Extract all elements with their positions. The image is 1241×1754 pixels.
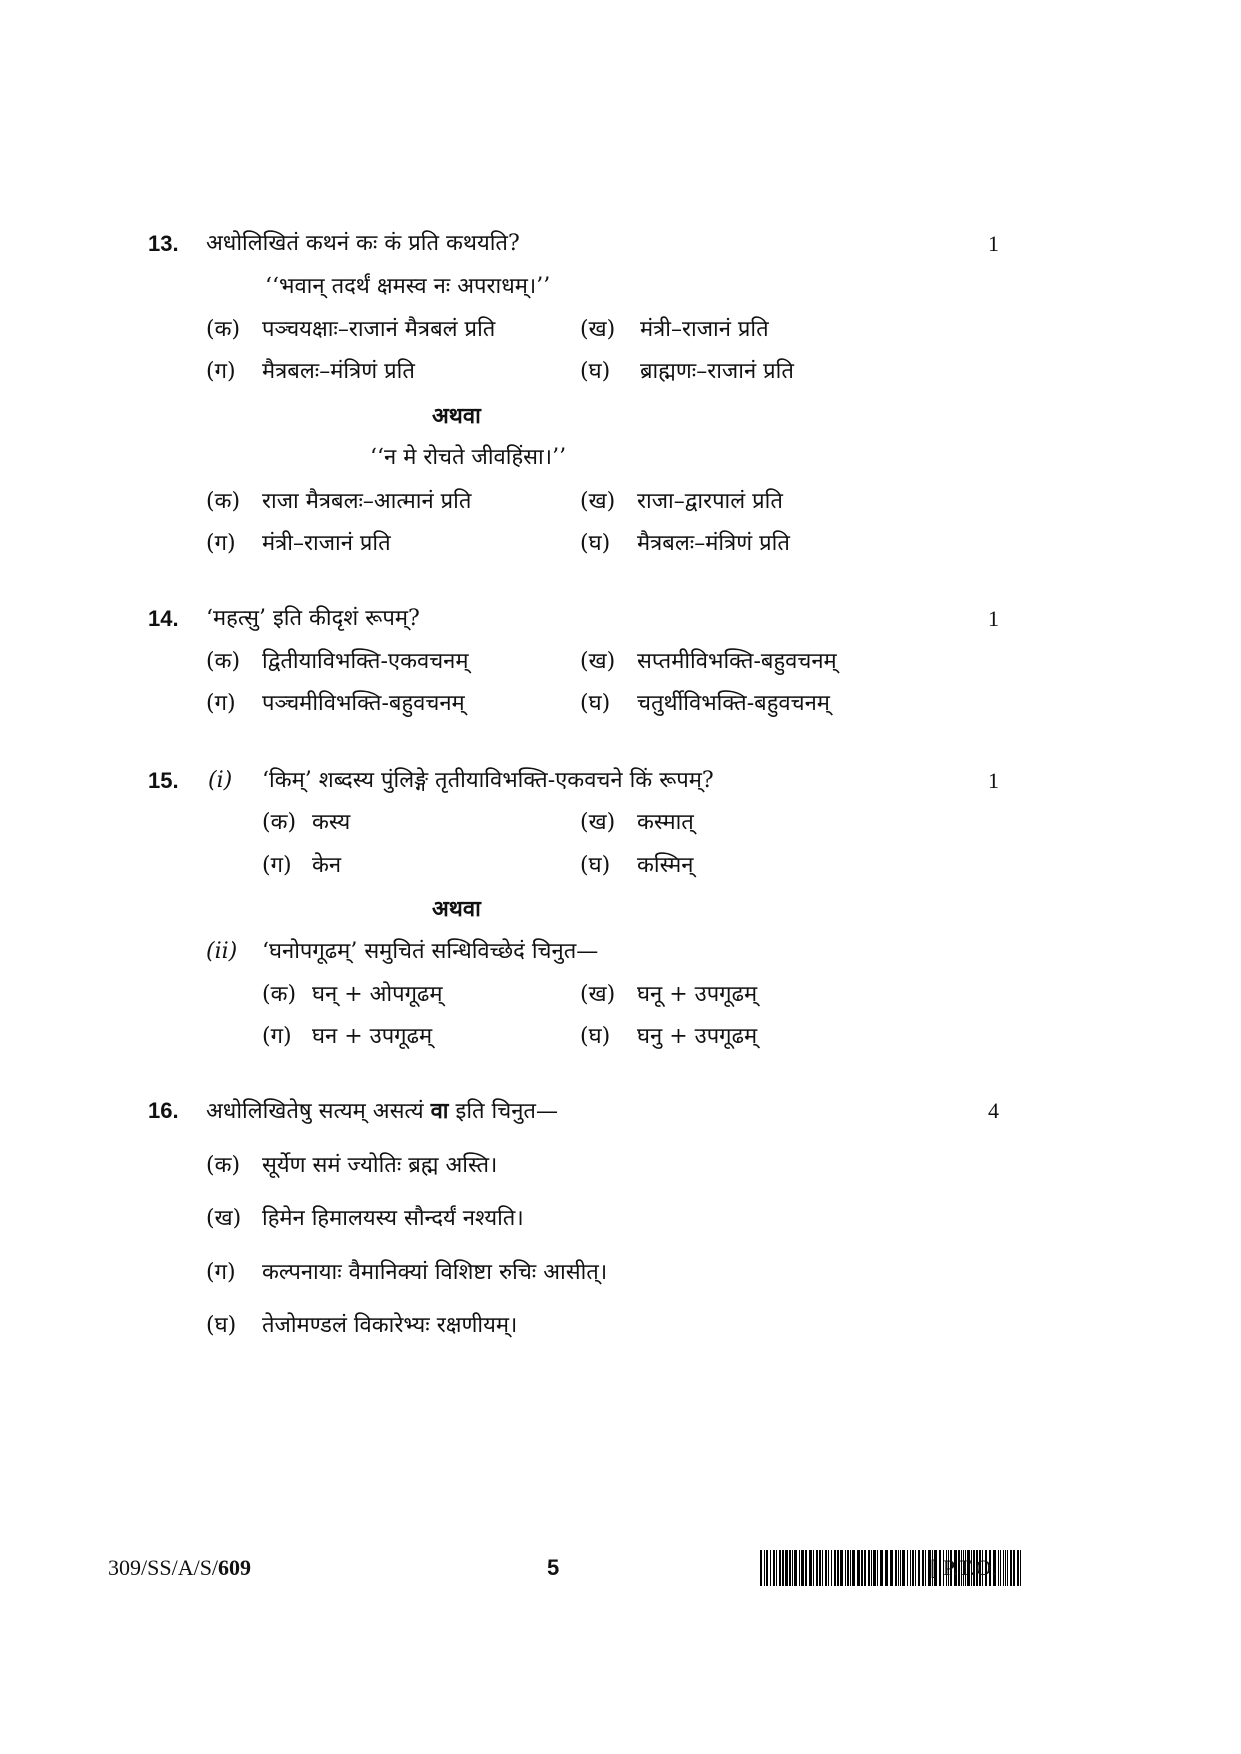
paper-code — [108, 1553, 251, 1583]
option-label: (क) — [206, 489, 241, 514]
quote-text: ‘‘न मे रोचते जीवहिंसा।’’ — [370, 445, 567, 470]
option-label: (घ) — [580, 531, 611, 556]
item-text: कल्पनायाः वैमानिक्यां विशिष्टा रुचिः आसीत्। — [262, 1260, 608, 1285]
paper-code-prefix: 309/SS/A/S/ — [108, 1555, 219, 1580]
pto-label: [ P.T.O. — [930, 1555, 997, 1580]
option-label: (क) — [206, 317, 241, 342]
option-text: पञ्चयक्षाः–राजानं मैत्रबलं प्रति — [262, 317, 496, 342]
item-label: (ख) — [206, 1206, 242, 1231]
option-text: मंत्री–राजानं प्रति — [262, 531, 391, 556]
part-label: (i) — [208, 768, 233, 793]
or-label: अथवा — [432, 896, 481, 922]
question-marks: 4 — [988, 1098, 999, 1123]
option-label: (ख) — [580, 982, 616, 1007]
item-label: (ग) — [206, 1260, 236, 1285]
option-text: मैत्रबलः–मंत्रिणं प्रति — [262, 359, 415, 384]
question-number: 15. — [148, 768, 179, 793]
item-label: (क) — [206, 1153, 241, 1178]
option-text: केन — [312, 853, 342, 878]
option-text: मंत्री–राजानं प्रति — [640, 317, 769, 342]
paper-code-number: 609 — [218, 1555, 252, 1580]
option-label: (ग) — [206, 691, 236, 716]
option-text: द्वितीयाविभक्ति-एकवचनम् — [262, 649, 469, 674]
or-label: अथवा — [432, 403, 481, 429]
question-marks: 1 — [988, 606, 999, 631]
option-label: (घ) — [580, 691, 611, 716]
option-text: ब्राह्मणः–राजानं प्रति — [640, 359, 794, 384]
question-marks: 1 — [988, 768, 999, 793]
item-text: तेजोमण्डलं विकारेभ्यः रक्षणीयम्। — [262, 1313, 518, 1338]
option-label: (क) — [262, 810, 297, 835]
option-label: (ख) — [580, 317, 616, 342]
option-text: घनू + उपगूढम् — [637, 982, 758, 1007]
quote-text: ‘‘भवान् तदर्थं क्षमस्व नः अपराधम्।’’ — [265, 274, 551, 299]
option-label: (क) — [262, 982, 297, 1007]
option-text: घन + उपगूढम् — [312, 1024, 433, 1049]
option-text: राजा मैत्रबलः–आत्मानं प्रति — [262, 489, 472, 514]
page-number: 5 — [547, 1555, 560, 1580]
option-text: राजा–द्वारपालं प्रति — [637, 489, 783, 514]
option-label: (क) — [206, 649, 241, 674]
option-text: घन् + ओपगूढम् — [312, 982, 443, 1007]
option-label: (ख) — [580, 810, 616, 835]
option-text: कस्य — [312, 810, 351, 835]
item-text: सूर्येण समं ज्योतिः ब्रह्म अस्ति। — [262, 1153, 498, 1178]
option-label: (घ) — [580, 359, 611, 384]
option-text: कस्मात् — [637, 810, 694, 835]
option-text: कस्मिन् — [637, 853, 694, 878]
question-marks: 1 — [988, 231, 999, 256]
item-label: (घ) — [206, 1313, 237, 1338]
question-text-emphasis: वा — [430, 1098, 449, 1124]
option-label: (घ) — [580, 853, 611, 878]
question-text: ‘महत्सु’ इति कीदृशं रूपम्? — [206, 606, 420, 631]
question-text-end: इति चिनुत— — [455, 1099, 558, 1124]
option-label: (ग) — [206, 359, 236, 384]
question-number: 13. — [148, 231, 179, 256]
option-label: (ख) — [580, 489, 616, 514]
option-text: पञ्चमीविभक्ति-बहुवचनम् — [262, 691, 465, 716]
question-number: 16. — [148, 1098, 179, 1123]
option-label: (ख) — [580, 649, 616, 674]
option-label: (ग) — [262, 1024, 292, 1049]
question-text: अधोलिखितं कथनं कः कं प्रति कथयति? — [206, 231, 520, 256]
option-label: (घ) — [580, 1024, 611, 1049]
option-text: मैत्रबलः–मंत्रिणं प्रति — [637, 531, 790, 556]
question-number: 14. — [148, 606, 179, 631]
item-text: हिमेन हिमालयस्य सौन्दर्यं नश्यति। — [262, 1206, 524, 1231]
part-label: (ii) — [206, 939, 238, 964]
question-text: ‘घनोपगूढम्’ समुचितं सन्धिविच्छेदं चिनुत— — [262, 939, 599, 964]
question-text: ‘किम्’ शब्दस्य पुंलिङ्गे तृतीयाविभक्ति-एकवचने किं रूपम्? — [262, 768, 714, 793]
option-label: (ग) — [262, 853, 292, 878]
question-text — [206, 1096, 558, 1127]
option-label: (ग) — [206, 531, 236, 556]
option-text: सप्तमीविभक्ति-बहुवचनम् — [637, 649, 837, 674]
question-text-start: अधोलिखितेषु सत्यम् असत्यं — [206, 1099, 424, 1124]
option-text: घनु + उपगूढम् — [637, 1024, 758, 1049]
option-text: चतुर्थीविभक्ति-बहुवचनम् — [637, 691, 830, 716]
